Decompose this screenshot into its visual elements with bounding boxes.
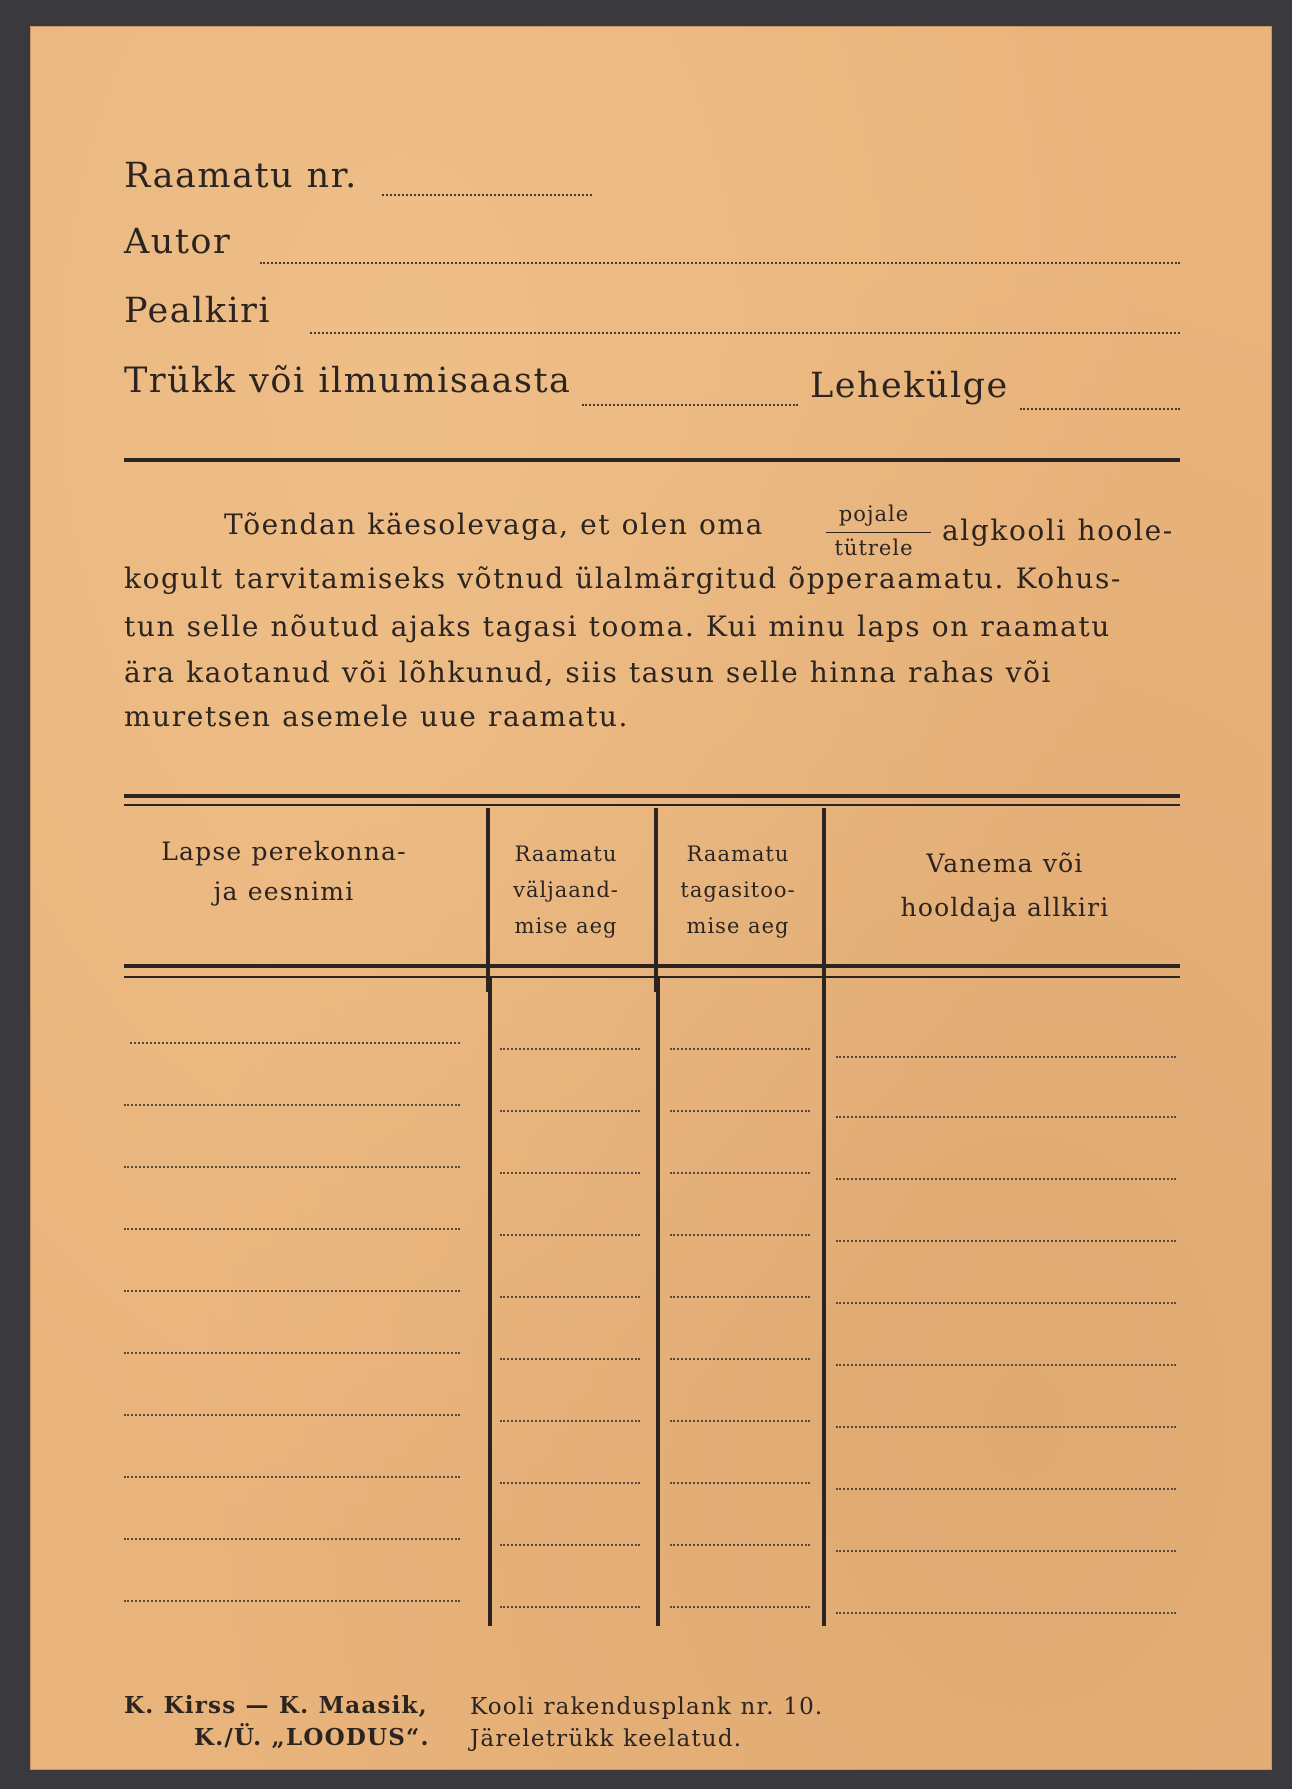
footer-authors: K. Kirss — K. Maasik,: [124, 1692, 428, 1719]
row-3-return-date[interactable]: [670, 1172, 810, 1174]
row-9-signature[interactable]: [836, 1550, 1176, 1552]
col-signature-line-1: Vanema või: [926, 849, 1084, 878]
col-issue-date-line-3: mise aeg: [514, 914, 618, 938]
table-header-bottom-rule: [124, 964, 1180, 968]
row-10-child-name[interactable]: [124, 1600, 460, 1602]
row-8-return-date[interactable]: [670, 1482, 810, 1484]
pages-label: Lehekülge: [810, 366, 1009, 406]
row-6-child-name[interactable]: [124, 1352, 460, 1354]
body-divider-3: [822, 981, 826, 1626]
statement-line-4: ära kaotanud või lõhkunud, siis tasun selle hinna rahas või: [124, 656, 1053, 689]
row-5-signature[interactable]: [836, 1302, 1176, 1304]
table-top-rule-thin: [124, 804, 1180, 806]
row-4-signature[interactable]: [836, 1240, 1176, 1242]
statement-line-2: kogult tarvitamiseks võtnud ülalmärgitud õpperaamatu. Kohus-: [124, 562, 1122, 595]
col-return-date-line-3: mise aeg: [686, 914, 790, 938]
header-divider: [124, 458, 1180, 462]
col-child-name-line-2: ja eesnimi: [213, 877, 355, 906]
body-divider-1: [488, 976, 492, 1626]
title-field[interactable]: [310, 332, 1180, 334]
row-3-issue-date[interactable]: [500, 1172, 640, 1174]
book-number-label: Raamatu nr.: [124, 156, 358, 196]
book-number-field[interactable]: [382, 194, 592, 196]
statement-line-3: tun selle nõutud ajaks tagasi tooma. Kui minu laps on raamatu: [124, 610, 1111, 643]
row-5-issue-date[interactable]: [500, 1296, 640, 1298]
row-1-signature[interactable]: [836, 1056, 1176, 1058]
row-2-child-name[interactable]: [124, 1104, 460, 1106]
edition-year-label: Trükk või ilmumisaasta: [124, 361, 572, 401]
col-return-date-line-2: tagasitoo-: [680, 878, 796, 902]
row-1-issue-date[interactable]: [500, 1048, 640, 1050]
row-2-signature[interactable]: [836, 1116, 1176, 1118]
row-6-return-date[interactable]: [670, 1358, 810, 1360]
col-child-name-line-1: Lapse perekonna-: [161, 837, 407, 866]
col-return-date-line-1: Raamatu: [686, 842, 790, 866]
row-10-issue-date[interactable]: [500, 1606, 640, 1608]
statement-line-5: muretsen asemele uue raamatu.: [124, 700, 629, 733]
row-8-issue-date[interactable]: [500, 1482, 640, 1484]
row-1-child-name[interactable]: [130, 1042, 460, 1044]
statement-line-1-end: algkooli hoole-: [942, 514, 1174, 547]
row-10-return-date[interactable]: [670, 1606, 810, 1608]
fraction-bottom: tütrele: [834, 536, 914, 560]
edition-year-field[interactable]: [582, 404, 798, 406]
row-8-signature[interactable]: [836, 1488, 1176, 1490]
pages-field[interactable]: [1020, 408, 1180, 410]
row-6-issue-date[interactable]: [500, 1358, 640, 1360]
row-2-return-date[interactable]: [670, 1110, 810, 1112]
col-issue-date-line-2: väljaand-: [513, 878, 619, 902]
col-signature-line-2: hooldaja allkiri: [900, 893, 1110, 922]
row-7-issue-date[interactable]: [500, 1420, 640, 1422]
footer-copyright: Järeletrükk keelatud.: [470, 1726, 743, 1752]
fraction-top: pojale: [838, 502, 910, 526]
statement-line-1-start: Tõendan käesolevaga, et olen oma: [224, 508, 764, 541]
row-6-signature[interactable]: [836, 1364, 1176, 1366]
row-5-child-name[interactable]: [124, 1290, 460, 1292]
row-4-issue-date[interactable]: [500, 1234, 640, 1236]
row-3-signature[interactable]: [836, 1178, 1176, 1180]
row-5-return-date[interactable]: [670, 1296, 810, 1298]
table-top-rule: [124, 794, 1180, 798]
fraction-bar: [826, 532, 931, 533]
row-9-child-name[interactable]: [124, 1538, 460, 1540]
row-1-return-date[interactable]: [670, 1048, 810, 1050]
title-label: Pealkiri: [124, 291, 272, 331]
body-divider-2: [656, 976, 660, 1626]
row-9-return-date[interactable]: [670, 1544, 810, 1546]
row-9-issue-date[interactable]: [500, 1544, 640, 1546]
row-7-return-date[interactable]: [670, 1420, 810, 1422]
row-4-return-date[interactable]: [670, 1234, 810, 1236]
row-4-child-name[interactable]: [124, 1228, 460, 1230]
author-label: Autor: [124, 222, 232, 262]
col-issue-date-line-1: Raamatu: [514, 842, 618, 866]
row-7-child-name[interactable]: [124, 1414, 460, 1416]
loan-form-card: [30, 26, 1272, 1770]
author-field[interactable]: [260, 262, 1180, 264]
row-2-issue-date[interactable]: [500, 1110, 640, 1112]
footer-form-title: Kooli rakendusplank nr. 10.: [470, 1694, 824, 1720]
row-8-child-name[interactable]: [124, 1476, 460, 1478]
row-3-child-name[interactable]: [124, 1166, 460, 1168]
table-header-bottom-rule-thin: [124, 976, 1180, 978]
row-7-signature[interactable]: [836, 1426, 1176, 1428]
row-10-signature[interactable]: [836, 1612, 1176, 1614]
footer-publisher: K./Ü. „LOODUS“.: [194, 1724, 430, 1751]
